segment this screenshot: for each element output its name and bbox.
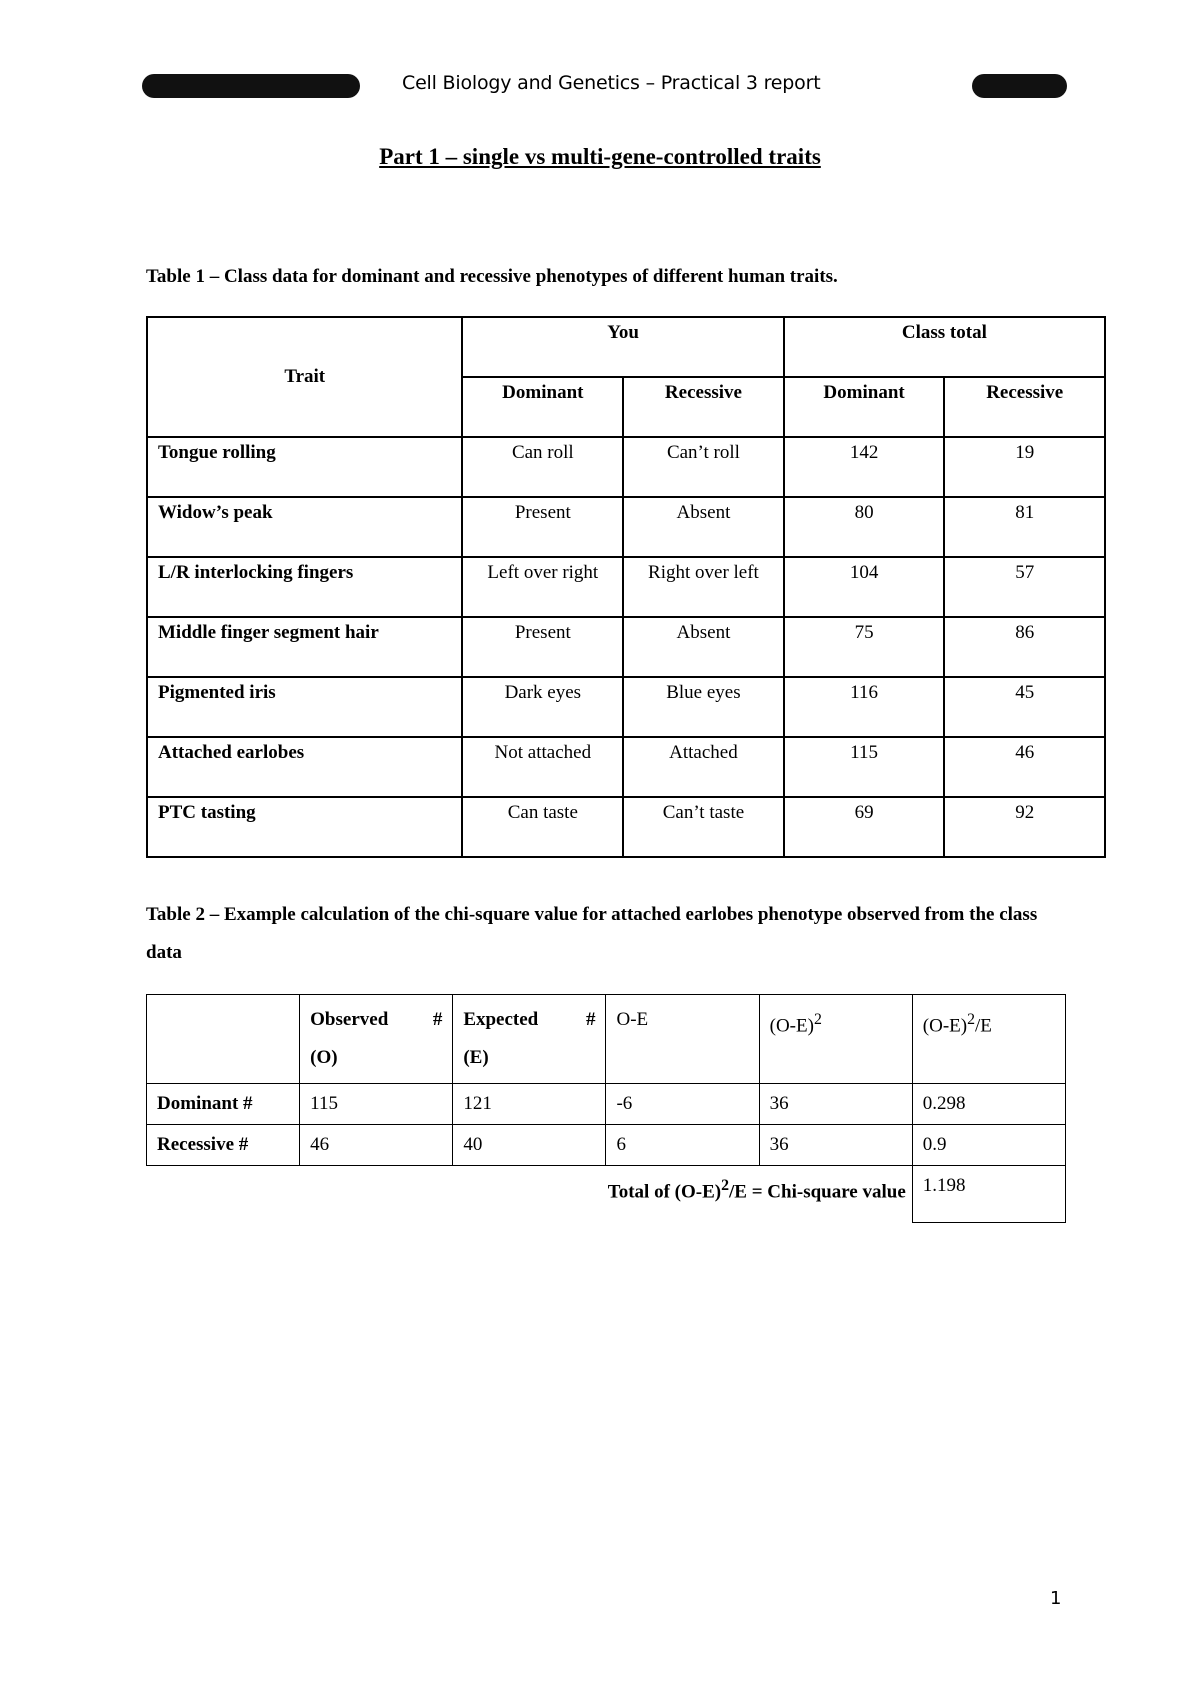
table2-header-oe: O-E xyxy=(606,995,759,1084)
you-dominant: Present xyxy=(462,497,623,557)
table-row xyxy=(147,617,1105,677)
table1-header-you-dominant: Dominant xyxy=(462,377,623,437)
oe2-sup: 2 xyxy=(813,1011,822,1028)
trait-name: L/R interlocking fingers xyxy=(147,557,462,617)
trait-name: Attached earlobes xyxy=(147,737,462,797)
table2-header-expected xyxy=(453,995,606,1084)
table1-header-class-total: Class total xyxy=(784,317,1105,377)
page-header xyxy=(142,68,1067,104)
table1-caption: Table 1 – Class data for dominant and recessive phenotypes of different human traits. xyxy=(146,266,838,287)
you-dominant: Dark eyes xyxy=(462,677,623,737)
trait-name: Middle finger segment hair xyxy=(147,617,462,677)
total-label-a: Total of (O-E) xyxy=(607,1181,722,1203)
trait-name: Tongue rolling xyxy=(147,437,462,497)
expected-value: 40 xyxy=(453,1125,606,1166)
table-row xyxy=(147,797,1105,857)
you-dominant: Left over right xyxy=(462,557,623,617)
class-recessive: 92 xyxy=(944,797,1105,857)
table1-header-you-recessive: Recessive xyxy=(623,377,784,437)
table-row xyxy=(147,437,1105,497)
class-dominant: 115 xyxy=(784,737,945,797)
table1 xyxy=(146,316,1106,858)
observed-label: Observed xyxy=(310,1009,389,1030)
you-recessive: Attached xyxy=(623,737,784,797)
header-title: Cell Biology and Genetics – Practical 3 report xyxy=(402,72,821,94)
table2-header-empty xyxy=(147,995,300,1084)
you-dominant: Can roll xyxy=(462,437,623,497)
oe2-value: 36 xyxy=(759,1084,912,1125)
class-dominant: 80 xyxy=(784,497,945,557)
observed-value: 115 xyxy=(300,1084,453,1125)
total-label-b: /E = Chi-square value xyxy=(729,1181,906,1203)
part-title: Part 1 – single vs multi-gene-controlled traits xyxy=(379,144,821,169)
table-row xyxy=(147,737,1105,797)
class-recessive: 81 xyxy=(944,497,1105,557)
expected-hash: # xyxy=(585,1009,596,1030)
oe-value: 6 xyxy=(606,1125,759,1166)
class-recessive: 57 xyxy=(944,557,1105,617)
you-recessive: Absent xyxy=(623,617,784,677)
you-recessive: Absent xyxy=(623,497,784,557)
oe2e-value: 0.9 xyxy=(912,1125,1065,1166)
table2-caption: Table 2 – Example calculation of the chi-square value for attached earlobes phenotype observed from the class data xyxy=(146,904,1038,963)
class-recessive: 19 xyxy=(944,437,1105,497)
observed-value: 46 xyxy=(300,1125,453,1166)
oe2e-sup: 2 xyxy=(967,1011,976,1028)
you-recessive: Right over left xyxy=(623,557,784,617)
row-label: Recessive # xyxy=(147,1125,300,1166)
you-recessive: Can’t taste xyxy=(623,797,784,857)
observed-symbol: (O) xyxy=(310,1047,338,1068)
expected-label: Expected xyxy=(463,1009,539,1030)
class-dominant: 69 xyxy=(784,797,945,857)
table-row xyxy=(147,557,1105,617)
trait-name: Pigmented iris xyxy=(147,677,462,737)
table2 xyxy=(146,994,1066,1223)
table-row xyxy=(147,677,1105,737)
oe2e-base: (O-E) xyxy=(922,1015,968,1037)
table2-header-oe2 xyxy=(759,995,912,1084)
you-recessive: Can’t roll xyxy=(623,437,784,497)
table-row xyxy=(147,497,1105,557)
trait-name: Widow’s peak xyxy=(147,497,462,557)
you-dominant: Present xyxy=(462,617,623,677)
class-dominant: 116 xyxy=(784,677,945,737)
oe2-value: 36 xyxy=(759,1125,912,1166)
table1-header-class-recessive: Recessive xyxy=(944,377,1105,437)
you-recessive: Blue eyes xyxy=(623,677,784,737)
expected-value: 121 xyxy=(453,1084,606,1125)
total-label-sup: 2 xyxy=(721,1177,730,1194)
observed-hash: # xyxy=(432,1009,443,1030)
redacted-author-name xyxy=(142,74,360,98)
chi-square-total-label xyxy=(147,1166,913,1223)
table-row xyxy=(147,1084,1066,1125)
table2-header-oe2e xyxy=(912,995,1065,1084)
table1-header-you: You xyxy=(462,317,783,377)
table2-total-row xyxy=(147,1166,1066,1223)
you-dominant: Not attached xyxy=(462,737,623,797)
table1-header-class-dominant: Dominant xyxy=(784,377,945,437)
table2-header-observed xyxy=(300,995,453,1084)
redacted-student-id xyxy=(972,74,1067,98)
expected-symbol: (E) xyxy=(463,1047,489,1068)
class-dominant: 142 xyxy=(784,437,945,497)
class-recessive: 86 xyxy=(944,617,1105,677)
table-row xyxy=(147,1125,1066,1166)
table1-header-trait: Trait xyxy=(147,317,462,437)
oe-value: -6 xyxy=(606,1084,759,1125)
class-dominant: 75 xyxy=(784,617,945,677)
oe2e-tail: /E xyxy=(975,1015,992,1037)
oe2e-value: 0.298 xyxy=(912,1084,1065,1125)
page-number: 1 xyxy=(1050,1588,1062,1609)
class-recessive: 46 xyxy=(944,737,1105,797)
oe2-base: (O-E) xyxy=(769,1015,814,1037)
chi-square-total-value: 1.198 xyxy=(912,1166,1065,1223)
you-dominant: Can taste xyxy=(462,797,623,857)
row-label: Dominant # xyxy=(147,1084,300,1125)
trait-name: PTC tasting xyxy=(147,797,462,857)
table2-header-row xyxy=(147,995,1066,1084)
class-recessive: 45 xyxy=(944,677,1105,737)
class-dominant: 104 xyxy=(784,557,945,617)
